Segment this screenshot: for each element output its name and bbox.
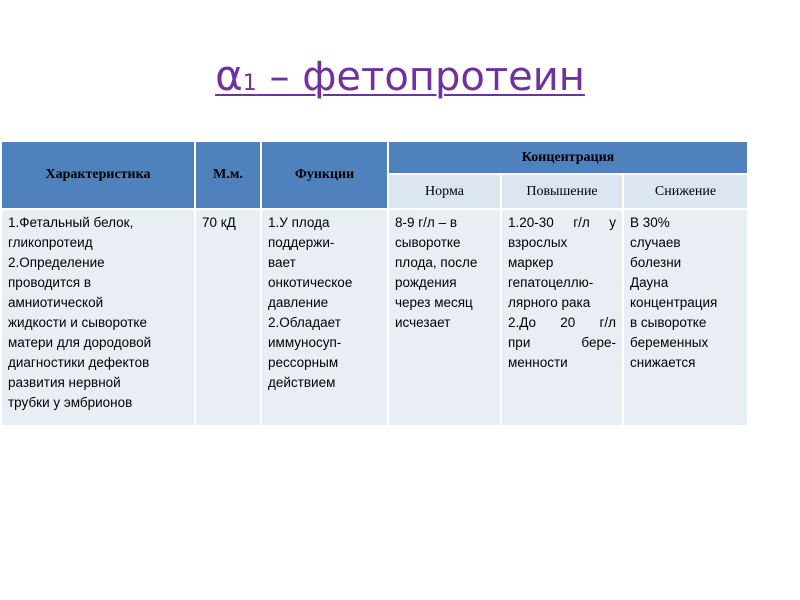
cell-line: действием bbox=[268, 375, 336, 390]
cell-line: матери для дородовой bbox=[8, 335, 152, 350]
cell-line: маркер bbox=[508, 255, 554, 270]
cell-line: диагностики дефектов bbox=[8, 355, 150, 370]
cell-line: поддержи- bbox=[268, 235, 335, 250]
cell-line: проводится в bbox=[8, 275, 91, 290]
subheader-norm: Норма bbox=[388, 174, 501, 209]
cell-functions bbox=[261, 209, 388, 426]
cell-line: 1.У плода bbox=[268, 215, 330, 230]
cell-line: через месяц bbox=[395, 295, 473, 310]
cell-line: болезни bbox=[630, 255, 682, 270]
table-row bbox=[1, 209, 748, 426]
cell-line: случаев bbox=[630, 235, 681, 250]
cell-line: онкотическое bbox=[268, 275, 353, 290]
subheader-decrease: Снижение bbox=[623, 174, 748, 209]
subheader-increase: Повышение bbox=[501, 174, 623, 209]
cell-line: концентрация bbox=[630, 295, 718, 310]
cell-line: иммуносуп- bbox=[268, 335, 342, 350]
slide-title bbox=[0, 52, 800, 108]
cell-line: рессорным bbox=[268, 355, 339, 370]
cell-line: 8-9 г/л – в bbox=[395, 215, 457, 230]
title-subscript: 1 bbox=[242, 71, 257, 96]
header-characteristic: Характеристика bbox=[1, 141, 195, 209]
cell-norm bbox=[388, 209, 501, 426]
cell-line: снижается bbox=[630, 355, 696, 370]
cell-line: в сыворотке bbox=[630, 315, 707, 330]
cell-line: 1.Фетальный белок, bbox=[8, 215, 134, 230]
cell-line: Дауна bbox=[630, 275, 669, 290]
cell-line: 2.До 20 г/л bbox=[508, 315, 616, 330]
cell-line: лярного рака bbox=[508, 295, 591, 310]
header-concentration: Концентрация bbox=[388, 141, 748, 174]
cell-line: трубки у эмбрионов bbox=[8, 395, 133, 410]
cell-line: исчезает bbox=[395, 315, 451, 330]
cell-line: 1.20-30 г/л у bbox=[508, 215, 616, 230]
cell-increase bbox=[501, 209, 623, 426]
cell-line: рождения bbox=[395, 275, 457, 290]
cell-line: гликопротеид bbox=[8, 235, 93, 250]
header-functions: Функции bbox=[261, 141, 388, 209]
cell-characteristic bbox=[1, 209, 195, 426]
cell-line: вает bbox=[268, 255, 296, 270]
cell-line: давление bbox=[268, 295, 329, 310]
cell-line: сыворотке bbox=[395, 235, 461, 250]
cell-line: В 30% bbox=[630, 215, 670, 230]
afp-table bbox=[0, 140, 749, 427]
cell-line: гепатоцеллю- bbox=[508, 275, 594, 290]
cell-mass bbox=[195, 209, 261, 426]
header-row bbox=[1, 141, 748, 174]
cell-line: плода, после bbox=[395, 255, 478, 270]
cell-decrease bbox=[623, 209, 748, 426]
cell-line: жидкости и сыворотке bbox=[8, 315, 147, 330]
cell-line: взрослых bbox=[508, 235, 568, 250]
title-alpha: α bbox=[215, 51, 243, 100]
title-text: – фетопротеин bbox=[256, 54, 585, 100]
cell-line: менности bbox=[508, 355, 568, 370]
cell-line: 2.Обладает bbox=[268, 315, 341, 330]
cell-line: беременных bbox=[630, 335, 709, 350]
cell-line: развития нервной bbox=[8, 375, 121, 390]
cell-line: 2.Определение bbox=[8, 255, 105, 270]
cell-line: амниотической bbox=[8, 295, 104, 310]
header-mass: М.м. bbox=[195, 141, 261, 209]
cell-line: 70 кД bbox=[202, 215, 236, 230]
cell-line: при бере- bbox=[508, 335, 616, 350]
